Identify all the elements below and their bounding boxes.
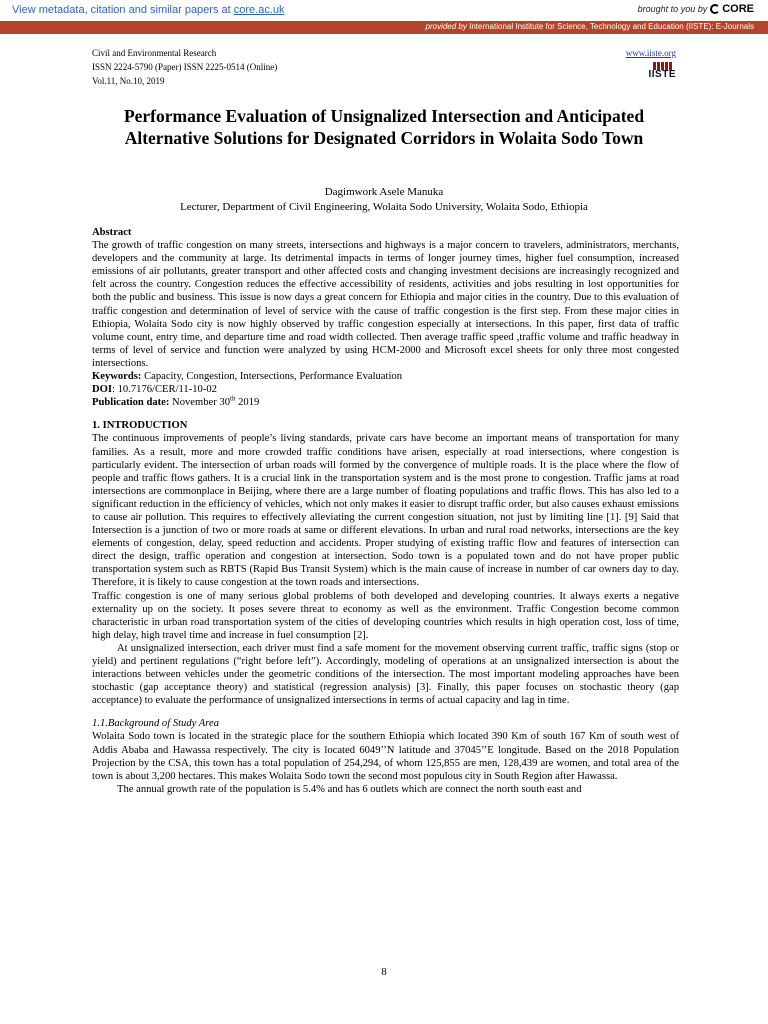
doi-line	[92, 383, 679, 396]
paper-author: Dagimwork Asele Manuka	[324, 186, 444, 198]
paper-body	[92, 226, 679, 796]
pubdate-year: 2019	[235, 397, 260, 409]
core-view-text: View metadata, citation and similar papers at	[12, 4, 234, 16]
core-logo-text: CORE	[722, 3, 754, 15]
background-paragraph-1: Wolaita Sodo town is located in the strategic place for the southern Ethiopia which located 390 Km of south 167 Km of south west of Addis Ababa and Hawassa respectively. The city is located 6049’’N latitude and 37045’’E longitude. Based on the 2018 Population Projection by the CSA, this town has a total population of 254,294, of whom 125,855 are men, 128,439 are women, and total area of the town is about 3,200 hectares. This makes Wolaita Sodo town the second most populous city in South Region after Hawassa.	[92, 731, 679, 782]
iiste-logo-text: IISTE	[648, 69, 676, 80]
core-metadata-link[interactable]	[12, 4, 285, 16]
core-logo-icon	[710, 4, 720, 14]
core-logo[interactable]	[710, 3, 754, 15]
journal-info	[92, 46, 277, 88]
intro-heading: 1. INTRODUCTION	[92, 420, 188, 432]
pubdate-value: November 30	[169, 397, 231, 409]
abstract-text: The growth of traffic congestion on many streets, intersections and highways is a major concern to travelers, administrators, merchants, developers and the community at large. Its detrimental impacts in terms of longer journey times, higher fuel consumption, increased emissions of air pollutants, greater transport and other affected costs and changing investment decisions are increasingly recognized and felt across the country. Congestion reduces the effective accessibility of residents, activities and jobs resulting in lost opportunities for both the public and business. This issue is now days a great concern for Ethiopia and major cities in the country. Due to this evaluation of traffic congestion and determination of level of service with the cause of traffic congestion is the first step. From these major cities in Ethiopia, Wolaita Sodo city is now highly observed by traffic congestion especially at intersections. In this paper, first data of traffic volume count, entry time, and departure time and road width collected. Then average traffic speed ,traffic volume and traffic headway in terms of level of service and function were analyzed by using HCM-2000 and Microsoft excel sheets for only three most congested intersections.	[92, 240, 679, 369]
provider-text	[426, 22, 754, 31]
background-paragraph-2: The annual growth rate of the population is 5.4% and has 6 outlets which are connect the north south east and	[117, 783, 582, 795]
journal-url[interactable]: www.iiste.org	[625, 48, 676, 58]
pubdate-line	[92, 396, 679, 409]
keywords-label: Keywords:	[92, 371, 142, 383]
doi-value[interactable]: : 10.7176/CER/11-10-02	[112, 384, 217, 396]
keywords-value: Capacity, Congestion, Intersections, Performance Evaluation	[141, 371, 402, 383]
paper-title: Performance Evaluation of Unsignalized Intersection and Anticipated Alternative Solutions for Designated Corridors in Wolaita Sodo Town	[123, 106, 645, 148]
journal-right	[626, 46, 676, 80]
keywords-line	[92, 370, 679, 383]
pubdate-label: Publication date:	[92, 397, 170, 409]
provider-name: International Institute for Science, Technology and Education (IISTE): E-Journals	[466, 22, 754, 31]
intro-paragraph-1: The continuous improvements of people’s living standards, private cars have become an important means of transportation for many families. As a result, more and more crowded traffic conditions have arisen, especially at road intersections, where congestion is particularly evident. The intersection of urban roads will formed by the convergence of multiple roads. It is the place where the flow of people and traffic flows gathers. It is a crucial link in the transportation system and is the most prone to congestion. Traffic jams at road intersections are commonplace in Beijing, where there are a large number of floating populations and traffic flows. This has also led to a significant reduction in the efficiency of vehicles, which not only makes it easier to disrupt traffic order, but also causes exhaust emissions to cause air pollution. This requires to effectively alleviating the current congestion situation, not just by limiting line [1]. [9] Said that Intersection is a junction of two or more roads at same or different elevations. In urban and rural road networks, intersections are the key elements of congestion, delay, speed reduction and accidents. Proper studying of existing traffic flow and features of intersection can direct the design, traffic operation and congestion at intersection. Sodo town is a populated town and do not have proper public transportation system such as RBTS (Rapid Bus Transit System) which is the main cause of increase in number of car owners day to day. Therefore, it is likely to cause congestion at the town roads and intersections.	[92, 433, 679, 589]
background-heading: 1.1.Background of Study Area	[92, 718, 220, 730]
provided-label: provided by	[425, 22, 467, 31]
page-number: 8	[381, 966, 387, 978]
pubdate-sup: th	[230, 394, 236, 403]
provider-bar	[0, 21, 768, 34]
core-brand[interactable]	[638, 3, 754, 15]
journal-issn: ISSN 2224-5790 (Paper) ISSN 2225-0514 (Online)	[92, 62, 278, 72]
abstract-heading: Abstract	[92, 227, 132, 238]
brought-text: brought to you by	[637, 4, 708, 14]
journal-name: Civil and Environmental Research	[92, 48, 217, 58]
core-header	[0, 0, 768, 22]
intro-paragraph-2: Traffic congestion is one of many serious global problems of both developed and developing countries. It always exerts a negative externality up on the society. It poses severe threat to economy as well as the environment. Traffic Congestion become common characteristic in urban road transportation system of the cities of developing countries which results in high operation cost, loss of time, high delay, high travel time and increase in fuel consumption [2].	[92, 590, 679, 641]
intro-paragraph-3: At unsignalized intersection, each driver must find a safe moment for the movement observing current traffic, traffic signs (stop or yield) and pertinent regulations (“right before left”). Accordingly, modeling of operations at an unsignalized intersection is about the interactions between vehicles under the geometric conditions of the intersection. The most important modeling approaches have been stochastic (gap acceptance theory) and statistical (regression analysis) [3]. Finally, this paper focuses on stochastic theory (gap acceptance) to evaluate the performance of unsignalized intersections in terms of actual capacity and lag in time.	[92, 642, 679, 707]
core-link[interactable]: core.ac.uk	[233, 4, 285, 16]
journal-volume: Vol.11, No.10, 2019	[92, 76, 165, 86]
iiste-logo	[648, 62, 676, 80]
paper-affiliation: Lecturer, Department of Civil Engineering, Wolaita Sodo University, Wolaita Sodo, Ethiopia	[180, 201, 588, 213]
doi-label: DOI	[92, 384, 113, 396]
